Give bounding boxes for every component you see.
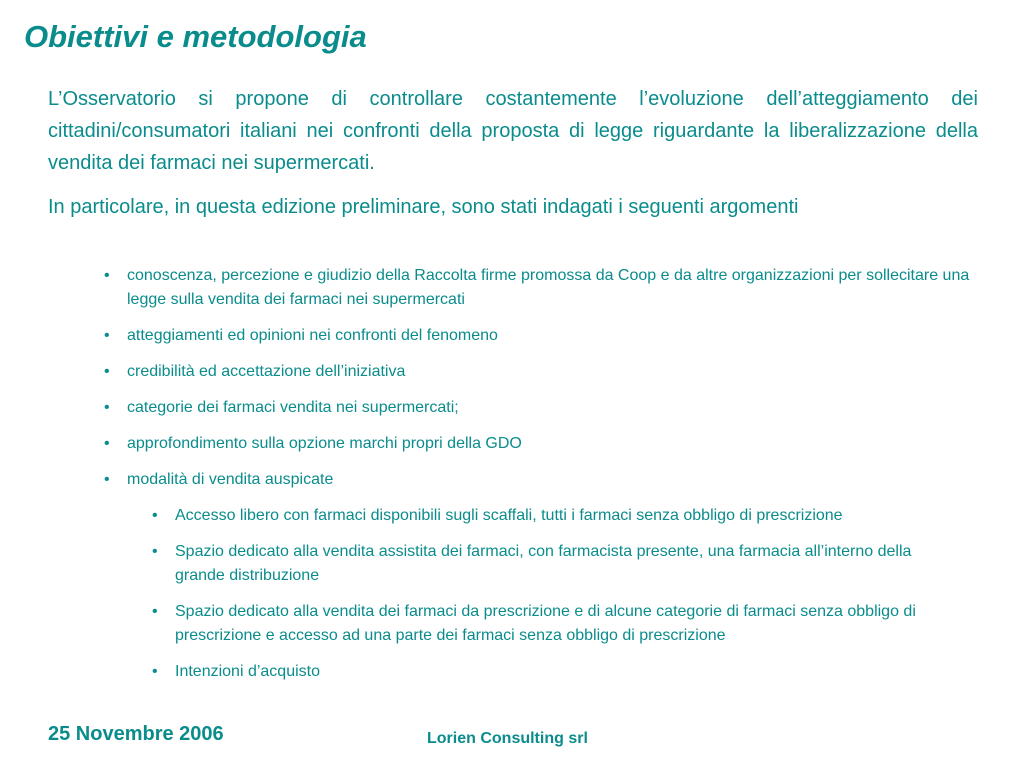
subtopic-item: • Spazio dedicato alla vendita assistita dei farmaci, con farmacista presente, una farmacia all’interno della grande distribuzione — [148, 540, 948, 588]
topic-item: • approfondimento sulla opzione marchi propri della GDO — [100, 432, 970, 456]
slide-title: Obiettivi e metodologia — [24, 19, 367, 54]
subtopic-item: • Intenzioni d’acquisto — [148, 660, 948, 684]
subtopic-item: • Accesso libero con farmaci disponibili sugli scaffali, tutti i farmaci senza obbligo di prescrizione — [148, 504, 948, 528]
topics-intro-paragraph: In particolare, in questa edizione preliminare, sono stati indagati i seguenti argomenti — [48, 196, 799, 218]
footer-date: 25 Novembre 2006 — [48, 723, 224, 745]
subtopic-item: • Spazio dedicato alla vendita dei farmaci da prescrizione e di alcune categorie di farmaci senza obbligo di prescrizione e accesso ad una parte dei farmaci senza obbligo di prescrizione — [148, 600, 948, 648]
intro-paragraph: L’Osservatorio si propone di controllare costantemente l’evoluzione dell’atteggiamento dei cittadini/consumatori italiani nei confronti della proposta di legge riguardante la liberalizzazione della vendita dei farmaci nei supermercati. — [48, 88, 978, 174]
topic-item-label: modalità di vendita auspicate — [127, 471, 334, 488]
topic-item: • categorie dei farmaci vendita nei supermercati; — [100, 396, 970, 420]
topic-item-sales-modes — [100, 468, 970, 684]
topic-item: • credibilità ed accettazione dell’iniziativa — [100, 360, 970, 384]
topics-list — [100, 264, 970, 696]
topic-item: • conoscenza, percezione e giudizio della Raccolta firme promossa da Coop e da altre organizzazioni per sollecitare una legge sulla vendita dei farmaci nei supermercati — [100, 264, 970, 312]
subtopics-list — [127, 504, 948, 684]
footer-company: Lorien Consulting srl — [427, 730, 588, 747]
topic-item: • atteggiamenti ed opinioni nei confronti del fenomeno — [100, 324, 970, 348]
